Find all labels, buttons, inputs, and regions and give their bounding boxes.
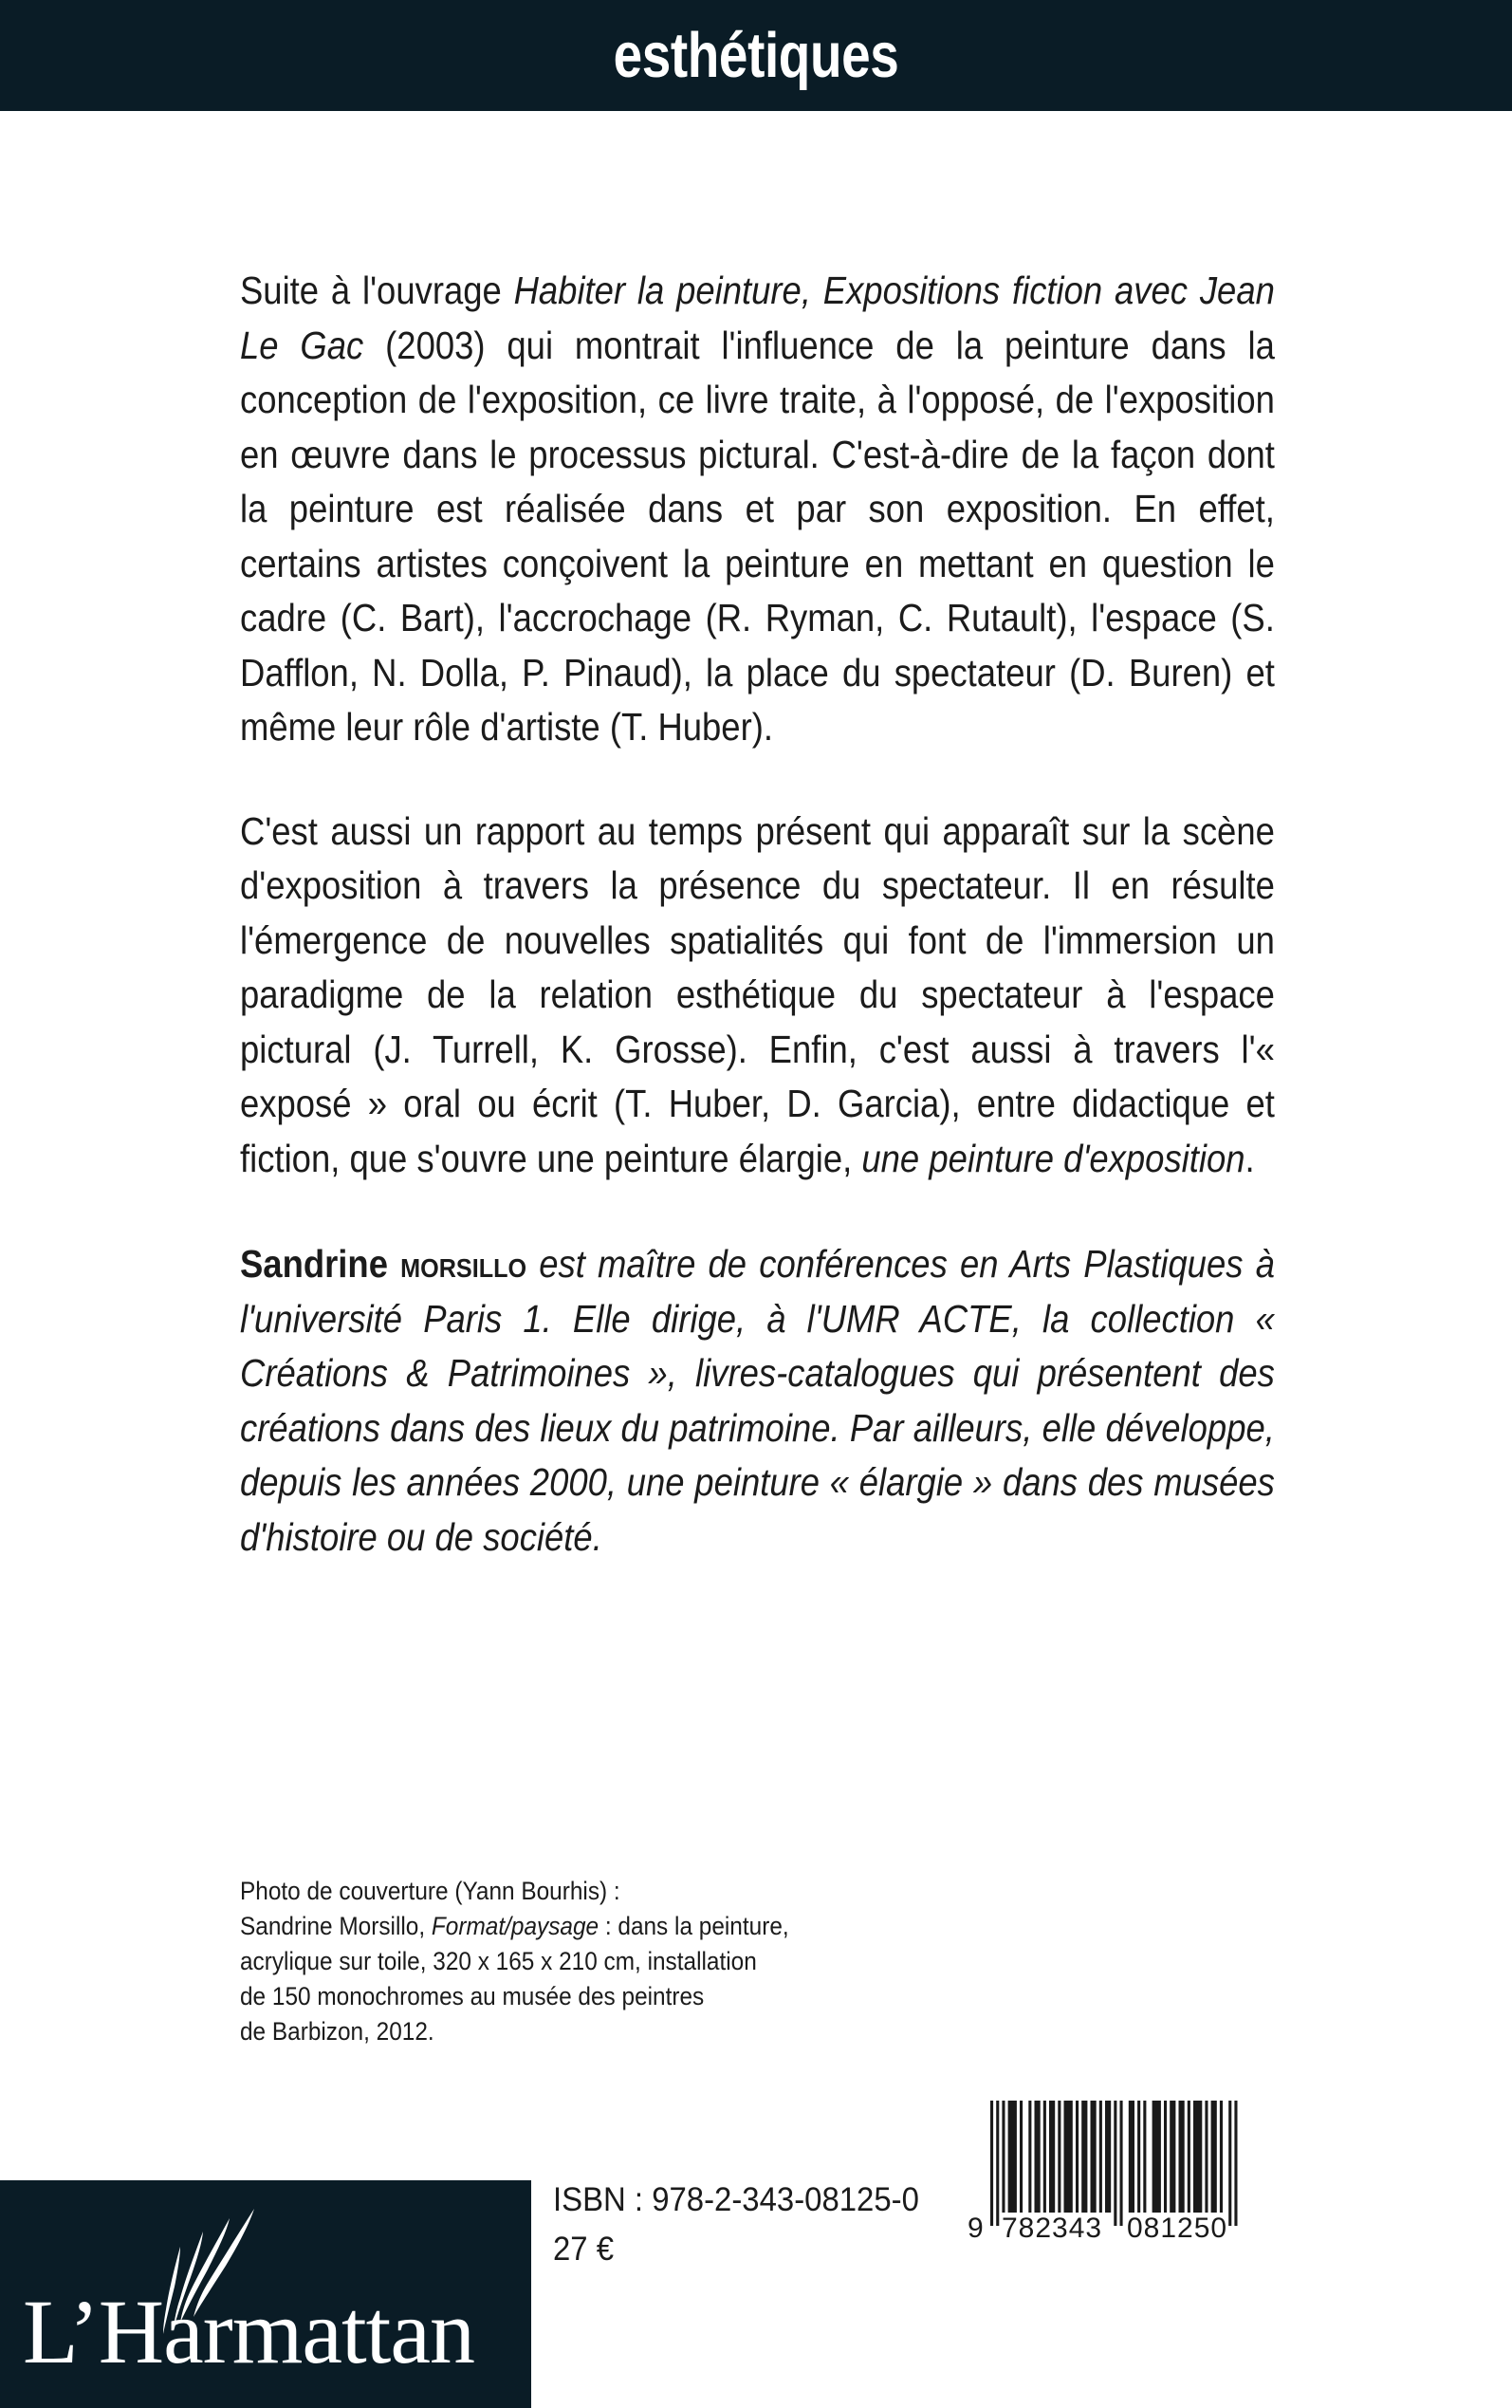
author-surname: morsillo (400, 1242, 527, 1286)
credit-line-5: de Barbizon, 2012. (240, 2017, 434, 2046)
blurb-p2-terminator: . (1245, 1136, 1255, 1180)
author-bio-text: est maître de conférences en Arts Plastiques à l'université Paris 1. Elle dirige, à l'UMR ACTE, la collection « Créations & Patrimoines », livres-catalogues qui présentent des créations dans des lieux du patrimoine. Par ailleurs, elle développe, depuis les années 2000, une peinture « élargie » dans des musées d'histoire ou de société. (240, 1242, 1275, 1559)
blurb-p1-body: (2003) qui montrait l'influence de la peinture dans la conception de l'exposition, ce livre traite, à l'opposé, de l'exposition en œuvre dans le processus pictural. C'est-à-dire de la façon dont la peinture est réalisée dans et par son exposition. En effet, certains artistes conçoivent la peinture en mettant en question le cadre (C. Bart), l'accrochage (R. Ryman, C. Rutault), l'espace (S. Dafflon, N. Dolla, P. Pinaud), la place du spectateur (D. Buren) et même leur rôle d'artiste (T. Huber). (240, 323, 1275, 749)
lharmattan-logo (0, 2180, 531, 2408)
author-first-name: Sandrine (240, 1242, 401, 1286)
blurb-paragraph-2 (240, 805, 1275, 1187)
credit-artist: Sandrine Morsillo, (240, 1912, 432, 1940)
publisher-name-suffix: armattan (163, 2281, 474, 2382)
blurb-p1-lead: Suite à l'ouvrage (240, 269, 514, 312)
publisher-wordmark (23, 2281, 516, 2382)
ean13-barcode (958, 2095, 1243, 2275)
price-value: 27 € (553, 2231, 615, 2268)
barcode-graphic (958, 2095, 1243, 2275)
credit-work-title: Format/paysage (431, 1912, 599, 1940)
blurb-p2-closing-phrase: une peinture d'exposition (861, 1136, 1245, 1180)
referenced-book-title: Habiter la peinture, Expositions fiction avec Jean Le Gac (240, 269, 1275, 367)
credit-line-4: de 150 monochromes au musée des peintres (240, 1982, 705, 2010)
credit-line-2-tail: : dans la peinture, (599, 1912, 789, 1940)
blurb-p2-body: C'est aussi un rapport au temps présent qui apparaît sur la scène d'exposition à travers la présence du spectateur. Il en résulte l'émergence de nouvelles spatialités qui font de l'immersion un paradigme de la relation esthétique du spectateur à l'espace pictural (J. Turrell, K. Grosse). Enfin, c'est aussi à travers l'« exposé » oral ou écrit (T. Huber, D. Garcia), entre didactique et fiction, que s'ouvre une peinture élargie, (240, 808, 1275, 1180)
series-title: esthétiques (613, 20, 899, 91)
ean-group-1: 782343 (1002, 2213, 1103, 2244)
blurb-paragraph-1 (240, 264, 1275, 755)
ean-group-2: 081250 (1127, 2213, 1228, 2244)
credit-line-1: Photo de couverture (Yann Bourhis) : (240, 1877, 620, 1905)
cover-photo-credit (240, 1874, 903, 2049)
isbn-price-block (553, 2176, 928, 2274)
blurb-text-column (240, 264, 1274, 1565)
credit-line-2 (240, 1909, 903, 1944)
publisher-logo-block (0, 2180, 531, 2408)
ean-left-digit: 9 (968, 2213, 985, 2244)
credit-line-3: acrylique sur toile, 320 x 165 x 210 cm, installation (240, 1947, 757, 1975)
isbn-value: ISBN : 978-2-343-08125-0 (553, 2181, 919, 2218)
publisher-name-prefix: L’H (23, 2281, 164, 2382)
author-biography (240, 1237, 1275, 1565)
